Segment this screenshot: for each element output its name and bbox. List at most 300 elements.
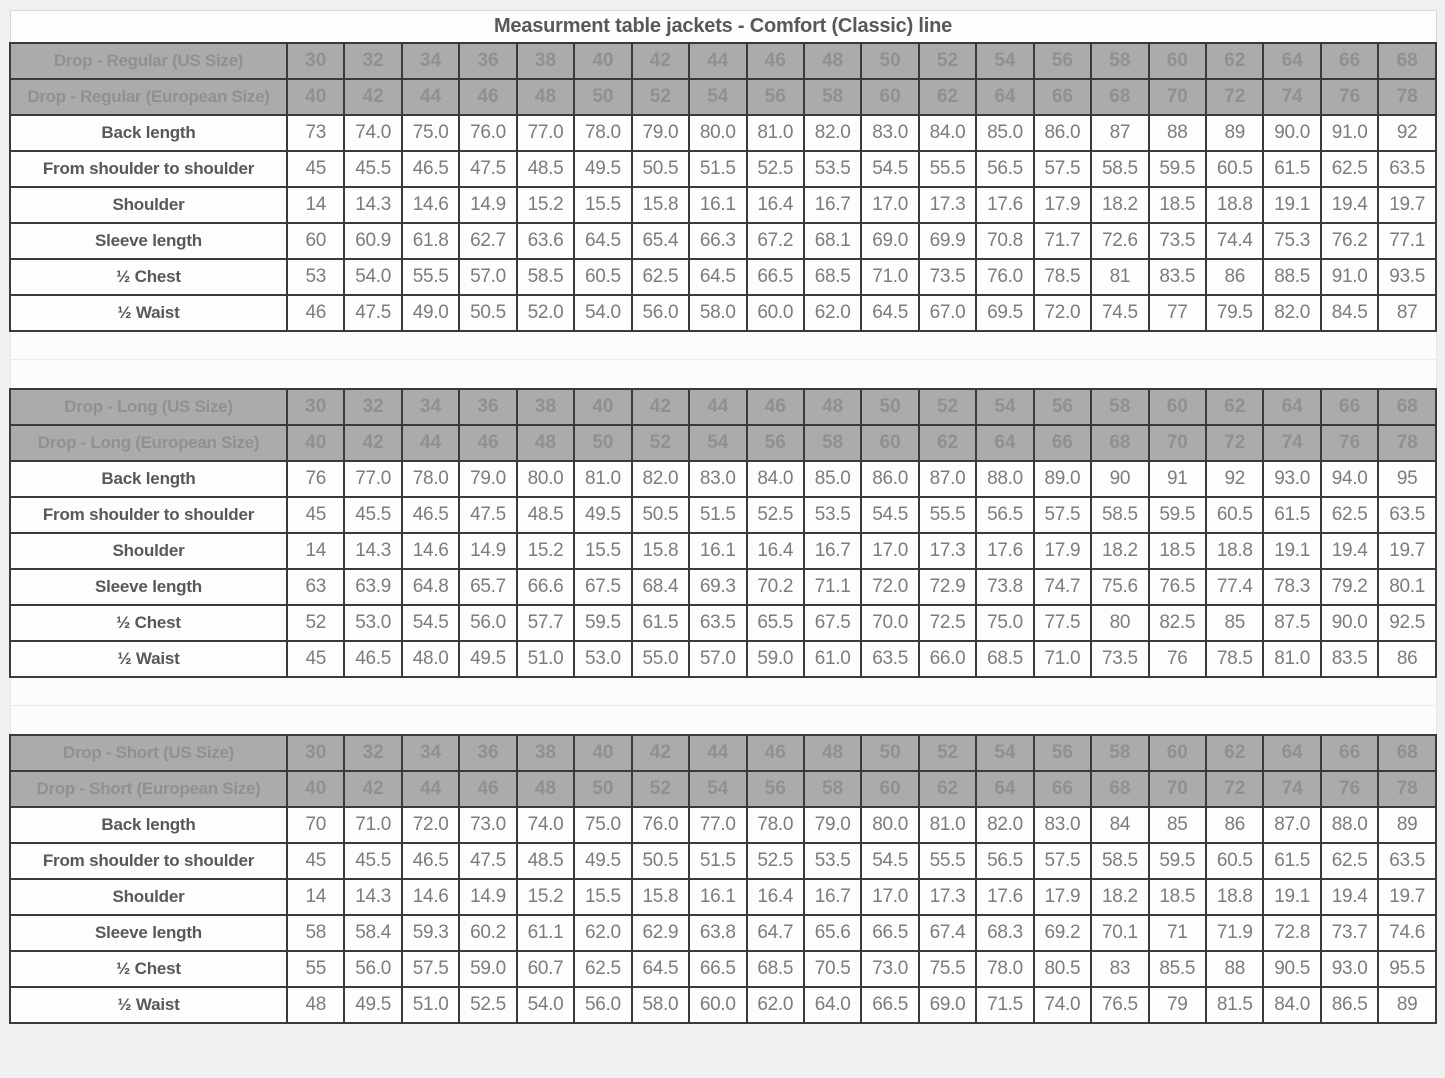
size-cell: 62 [919, 425, 976, 461]
measurement-value: 72.0 [861, 569, 918, 605]
measurement-value: 72.0 [1034, 295, 1091, 331]
measurement-value: 57.0 [459, 259, 516, 295]
measurement-value: 58.0 [689, 295, 746, 331]
size-cell: 34 [402, 389, 459, 425]
measurement-row [10, 605, 1436, 641]
measurement-value: 46.5 [402, 151, 459, 187]
measurement-value: 94.0 [1321, 461, 1378, 497]
measurement-value: 71 [1149, 915, 1206, 951]
measurement-value: 64.5 [574, 223, 631, 259]
measurement-value: 17.6 [976, 533, 1033, 569]
measurement-value: 76.0 [459, 115, 516, 151]
measurement-value: 49.5 [459, 641, 516, 677]
measurement-value: 66.5 [747, 259, 804, 295]
measurement-value: 52.5 [459, 987, 516, 1023]
measurement-row [10, 807, 1436, 843]
size-cell: 36 [459, 389, 516, 425]
size-cell: 30 [287, 389, 344, 425]
measurement-value: 56.0 [574, 987, 631, 1023]
measurement-value: 15.2 [517, 879, 574, 915]
measurement-value: 54.5 [861, 843, 918, 879]
measurement-value: 74.0 [344, 115, 401, 151]
size-cell: 60 [1149, 735, 1206, 771]
size-cell: 58 [1091, 43, 1148, 79]
measurement-value: 74.5 [1091, 295, 1148, 331]
measurement-row [10, 843, 1436, 879]
measurement-value: 62.0 [574, 915, 631, 951]
measurement-value: 14 [287, 879, 344, 915]
measurement-value: 62.5 [632, 259, 689, 295]
measurement-value: 86 [1206, 807, 1263, 843]
size-cell: 54 [976, 735, 1033, 771]
size-cell: 34 [402, 43, 459, 79]
measurement-value: 73.8 [976, 569, 1033, 605]
measurement-value: 65.7 [459, 569, 516, 605]
measurement-value: 63 [287, 569, 344, 605]
measurement-value: 79.2 [1321, 569, 1378, 605]
measurement-value: 14.9 [459, 879, 516, 915]
measurement-label: ½ Waist [10, 641, 287, 677]
size-cell: 50 [861, 389, 918, 425]
size-cell: 78 [1378, 425, 1436, 461]
measurement-value: 14.6 [402, 533, 459, 569]
measurement-value: 16.4 [747, 187, 804, 223]
size-cell: 60 [861, 425, 918, 461]
measurement-label: Sleeve length [10, 915, 287, 951]
measurement-value: 57.5 [1034, 497, 1091, 533]
measurement-value: 90 [1091, 461, 1148, 497]
measurement-value: 78.5 [1206, 641, 1263, 677]
measurement-value: 89 [1206, 115, 1263, 151]
size-cell: 56 [1034, 43, 1091, 79]
size-cell: 66 [1321, 735, 1378, 771]
measurement-value: 19.4 [1321, 187, 1378, 223]
size-row-label: Drop - Long (US Size) [10, 389, 287, 425]
measurement-value: 90.0 [1321, 605, 1378, 641]
measurement-value: 58.0 [632, 987, 689, 1023]
measurement-value: 14.9 [459, 187, 516, 223]
measurement-value: 79.0 [804, 807, 861, 843]
measurement-value: 63.5 [1378, 497, 1436, 533]
size-cell: 56 [747, 771, 804, 807]
measurement-value: 76.2 [1321, 223, 1378, 259]
measurement-row [10, 569, 1436, 605]
measurement-value: 46.5 [402, 497, 459, 533]
size-header-row [10, 735, 1436, 771]
size-cell: 42 [632, 735, 689, 771]
measurement-value: 83 [1091, 951, 1148, 987]
measurement-value: 56.0 [344, 951, 401, 987]
size-cell: 54 [976, 43, 1033, 79]
measurement-value: 66.5 [689, 951, 746, 987]
measurement-value: 75.6 [1091, 569, 1148, 605]
measurement-label: ½ Chest [10, 951, 287, 987]
section-gap-row [10, 331, 1436, 360]
measurement-value: 46.5 [344, 641, 401, 677]
size-cell: 64 [976, 771, 1033, 807]
size-cell: 64 [1263, 735, 1320, 771]
size-cell: 44 [689, 389, 746, 425]
measurement-value: 45 [287, 497, 344, 533]
size-cell: 32 [344, 43, 401, 79]
size-cell: 74 [1263, 771, 1320, 807]
measurement-value: 16.7 [804, 533, 861, 569]
measurement-value: 72.6 [1091, 223, 1148, 259]
measurement-value: 68.5 [976, 641, 1033, 677]
measurement-value: 90.5 [1263, 951, 1320, 987]
measurement-value: 67.4 [919, 915, 976, 951]
measurement-value: 61.8 [402, 223, 459, 259]
size-cell: 44 [689, 735, 746, 771]
measurement-value: 76.5 [1149, 569, 1206, 605]
measurement-value: 51.0 [517, 641, 574, 677]
measurement-value: 16.4 [747, 533, 804, 569]
size-cell: 46 [459, 79, 516, 115]
measurement-label: Sleeve length [10, 569, 287, 605]
size-cell: 54 [976, 389, 1033, 425]
measurement-value: 95 [1378, 461, 1436, 497]
size-cell: 42 [344, 79, 401, 115]
measurement-value: 87.0 [1263, 807, 1320, 843]
measurement-value: 93.0 [1321, 951, 1378, 987]
size-cell: 48 [804, 735, 861, 771]
measurement-value: 81 [1091, 259, 1148, 295]
measurement-label: ½ Chest [10, 605, 287, 641]
measurement-value: 17.9 [1034, 879, 1091, 915]
size-cell: 38 [517, 43, 574, 79]
size-header-row [10, 771, 1436, 807]
measurement-value: 69.2 [1034, 915, 1091, 951]
measurement-value: 70.2 [747, 569, 804, 605]
size-cell: 56 [1034, 389, 1091, 425]
measurement-value: 61.5 [1263, 843, 1320, 879]
measurement-value: 53.0 [344, 605, 401, 641]
measurement-value: 75.0 [402, 115, 459, 151]
measurement-value: 91.0 [1321, 259, 1378, 295]
measurement-value: 45.5 [344, 497, 401, 533]
measurement-value: 57.5 [1034, 151, 1091, 187]
measurement-value: 14.6 [402, 187, 459, 223]
measurement-value: 62.5 [1321, 151, 1378, 187]
size-cell: 76 [1321, 425, 1378, 461]
measurement-value: 78.5 [1034, 259, 1091, 295]
measurement-value: 93.5 [1378, 259, 1436, 295]
measurement-value: 87.5 [1263, 605, 1320, 641]
size-cell: 60 [861, 771, 918, 807]
size-cell: 38 [517, 735, 574, 771]
measurement-table [9, 10, 1437, 1024]
measurement-value: 48.5 [517, 151, 574, 187]
measurement-value: 81.0 [1263, 641, 1320, 677]
measurement-value: 74.0 [1034, 987, 1091, 1023]
measurement-value: 72.5 [919, 605, 976, 641]
measurement-value: 62.7 [459, 223, 516, 259]
measurement-value: 17.3 [919, 879, 976, 915]
measurement-value: 73.0 [459, 807, 516, 843]
measurement-value: 78.0 [747, 807, 804, 843]
measurement-value: 15.5 [574, 187, 631, 223]
measurement-value: 64.5 [632, 951, 689, 987]
size-cell: 54 [689, 425, 746, 461]
measurement-value: 18.5 [1149, 187, 1206, 223]
measurement-value: 74.0 [517, 807, 574, 843]
size-cell: 52 [919, 43, 976, 79]
measurement-value: 77.0 [344, 461, 401, 497]
measurement-value: 58.5 [1091, 497, 1148, 533]
measurement-value: 59.5 [1149, 151, 1206, 187]
measurement-value: 63.5 [1378, 843, 1436, 879]
measurement-value: 19.7 [1378, 187, 1436, 223]
size-row-label: Drop - Long (European Size) [10, 425, 287, 461]
size-cell: 40 [574, 43, 631, 79]
measurement-value: 55.5 [919, 151, 976, 187]
measurement-value: 60.7 [517, 951, 574, 987]
measurement-value: 49.5 [344, 987, 401, 1023]
size-cell: 56 [747, 79, 804, 115]
measurement-value: 79.5 [1206, 295, 1263, 331]
section-gap-spacer [10, 706, 1436, 735]
measurement-value: 77.4 [1206, 569, 1263, 605]
measurement-value: 75.5 [919, 951, 976, 987]
size-cell: 62 [1206, 389, 1263, 425]
measurement-value: 67.5 [574, 569, 631, 605]
measurement-value: 49.5 [574, 843, 631, 879]
measurement-value: 47.5 [344, 295, 401, 331]
measurement-value: 52.0 [517, 295, 574, 331]
size-cell: 66 [1321, 389, 1378, 425]
size-cell: 58 [1091, 389, 1148, 425]
measurement-value: 91.0 [1321, 115, 1378, 151]
size-cell: 68 [1378, 389, 1436, 425]
measurement-value: 62.0 [747, 987, 804, 1023]
measurement-value: 62.0 [804, 295, 861, 331]
measurement-value: 69.0 [861, 223, 918, 259]
measurement-row [10, 641, 1436, 677]
measurement-value: 18.5 [1149, 533, 1206, 569]
measurement-value: 16.1 [689, 187, 746, 223]
size-cell: 48 [804, 43, 861, 79]
section-gap-spacer [10, 677, 1436, 706]
measurement-value: 63.6 [517, 223, 574, 259]
measurement-value: 61.1 [517, 915, 574, 951]
measurement-value: 49.5 [574, 497, 631, 533]
measurement-label: From shoulder to shoulder [10, 497, 287, 533]
size-cell: 42 [344, 771, 401, 807]
size-cell: 42 [632, 389, 689, 425]
measurement-value: 18.5 [1149, 879, 1206, 915]
measurement-value: 85.5 [1149, 951, 1206, 987]
measurement-value: 77.1 [1378, 223, 1436, 259]
measurement-value: 53 [287, 259, 344, 295]
size-cell: 30 [287, 43, 344, 79]
measurement-value: 60.5 [1206, 843, 1263, 879]
measurement-value: 77.0 [517, 115, 574, 151]
measurement-value: 18.8 [1206, 879, 1263, 915]
measurement-row [10, 879, 1436, 915]
measurement-label: Back length [10, 807, 287, 843]
measurement-row [10, 223, 1436, 259]
measurement-value: 64.0 [804, 987, 861, 1023]
measurement-value: 18.2 [1091, 879, 1148, 915]
measurement-value: 76.0 [976, 259, 1033, 295]
size-cell: 60 [1149, 389, 1206, 425]
measurement-value: 17.0 [861, 533, 918, 569]
size-cell: 68 [1091, 425, 1148, 461]
measurement-value: 67.0 [919, 295, 976, 331]
measurement-value: 73 [287, 115, 344, 151]
size-cell: 42 [344, 425, 401, 461]
measurement-value: 80.0 [861, 807, 918, 843]
measurement-value: 77.5 [1034, 605, 1091, 641]
table-title-row [10, 11, 1436, 43]
measurement-value: 77.0 [689, 807, 746, 843]
measurement-value: 88 [1149, 115, 1206, 151]
measurement-value: 89 [1378, 807, 1436, 843]
size-header-row [10, 425, 1436, 461]
measurement-row [10, 915, 1436, 951]
measurement-value: 92.5 [1378, 605, 1436, 641]
measurement-value: 50.5 [632, 497, 689, 533]
measurement-row [10, 115, 1436, 151]
measurement-label: From shoulder to shoulder [10, 843, 287, 879]
measurement-value: 72.9 [919, 569, 976, 605]
measurement-row [10, 497, 1436, 533]
measurement-value: 69.5 [976, 295, 1033, 331]
size-row-label: Drop - Short (US Size) [10, 735, 287, 771]
measurement-value: 60.0 [747, 295, 804, 331]
measurement-value: 56.5 [976, 843, 1033, 879]
size-cell: 46 [747, 735, 804, 771]
measurement-value: 45.5 [344, 151, 401, 187]
measurement-value: 51.5 [689, 497, 746, 533]
measurement-value: 60.5 [574, 259, 631, 295]
measurement-value: 89.0 [1034, 461, 1091, 497]
size-cell: 70 [1149, 79, 1206, 115]
measurement-value: 92 [1378, 115, 1436, 151]
measurement-value: 45 [287, 641, 344, 677]
section-gap-spacer [10, 360, 1436, 389]
measurement-value: 65.6 [804, 915, 861, 951]
size-cell: 72 [1206, 79, 1263, 115]
measurement-value: 58.5 [517, 259, 574, 295]
measurement-value: 90.0 [1263, 115, 1320, 151]
measurement-value: 17.3 [919, 533, 976, 569]
measurement-value: 60.2 [459, 915, 516, 951]
measurement-value: 84.5 [1321, 295, 1378, 331]
size-cell: 68 [1378, 43, 1436, 79]
measurement-value: 63.5 [861, 641, 918, 677]
measurement-value: 54.5 [402, 605, 459, 641]
measurement-value: 88.5 [1263, 259, 1320, 295]
measurement-value: 86.0 [861, 461, 918, 497]
measurement-value: 68.5 [747, 951, 804, 987]
measurement-value: 81.5 [1206, 987, 1263, 1023]
size-cell: 64 [976, 425, 1033, 461]
measurement-value: 82.0 [1263, 295, 1320, 331]
measurement-value: 17.3 [919, 187, 976, 223]
size-cell: 54 [689, 771, 746, 807]
measurement-value: 83.0 [1034, 807, 1091, 843]
measurement-value: 57.5 [1034, 843, 1091, 879]
measurement-value: 80.1 [1378, 569, 1436, 605]
measurement-value: 48.5 [517, 497, 574, 533]
measurement-value: 84.0 [919, 115, 976, 151]
measurement-row [10, 951, 1436, 987]
measurement-value: 61.5 [1263, 497, 1320, 533]
size-header-row [10, 79, 1436, 115]
measurement-value: 17.6 [976, 187, 1033, 223]
measurement-value: 64.5 [689, 259, 746, 295]
size-cell: 68 [1091, 771, 1148, 807]
measurement-value: 83.0 [689, 461, 746, 497]
size-cell: 56 [1034, 735, 1091, 771]
measurement-value: 56.0 [632, 295, 689, 331]
measurement-value: 82.0 [976, 807, 1033, 843]
size-cell: 66 [1321, 43, 1378, 79]
size-cell: 44 [402, 79, 459, 115]
measurement-value: 64.8 [402, 569, 459, 605]
measurement-value: 83.5 [1321, 641, 1378, 677]
size-row-label: Drop - Regular (European Size) [10, 79, 287, 115]
size-cell: 68 [1378, 735, 1436, 771]
measurement-value: 57.7 [517, 605, 574, 641]
size-cell: 48 [517, 79, 574, 115]
measurement-label: ½ Chest [10, 259, 287, 295]
size-cell: 30 [287, 735, 344, 771]
measurement-value: 69.0 [919, 987, 976, 1023]
measurement-value: 63.9 [344, 569, 401, 605]
measurement-value: 50.5 [632, 843, 689, 879]
size-header-row [10, 389, 1436, 425]
measurement-value: 88.0 [1321, 807, 1378, 843]
measurement-value: 60.5 [1206, 497, 1263, 533]
measurement-value: 84.0 [1263, 987, 1320, 1023]
measurement-value: 75.0 [976, 605, 1033, 641]
measurement-value: 53.5 [804, 843, 861, 879]
measurement-value: 17.0 [861, 879, 918, 915]
size-cell: 48 [517, 425, 574, 461]
size-cell: 70 [1149, 771, 1206, 807]
measurement-value: 78.0 [976, 951, 1033, 987]
measurement-value: 71.0 [344, 807, 401, 843]
measurement-value: 73.5 [1149, 223, 1206, 259]
measurement-value: 59.5 [574, 605, 631, 641]
size-cell: 32 [344, 389, 401, 425]
measurement-value: 70.8 [976, 223, 1033, 259]
measurement-value: 19.4 [1321, 879, 1378, 915]
measurement-value: 55 [287, 951, 344, 987]
size-cell: 76 [1321, 771, 1378, 807]
section-gap-spacer [10, 331, 1436, 360]
measurement-value: 81.0 [747, 115, 804, 151]
measurement-value: 51.5 [689, 843, 746, 879]
measurement-value: 19.4 [1321, 533, 1378, 569]
measurement-value: 48.5 [517, 843, 574, 879]
measurement-value: 15.5 [574, 533, 631, 569]
measurement-value: 77 [1149, 295, 1206, 331]
measurement-value: 85 [1206, 605, 1263, 641]
measurement-value: 17.9 [1034, 187, 1091, 223]
measurement-value: 71.9 [1206, 915, 1263, 951]
measurement-value: 54.0 [517, 987, 574, 1023]
size-cell: 52 [919, 735, 976, 771]
measurement-row [10, 151, 1436, 187]
measurement-value: 87 [1378, 295, 1436, 331]
measurement-value: 15.8 [632, 879, 689, 915]
size-cell: 44 [402, 425, 459, 461]
measurement-value: 88.0 [976, 461, 1033, 497]
measurement-value: 46.5 [402, 843, 459, 879]
